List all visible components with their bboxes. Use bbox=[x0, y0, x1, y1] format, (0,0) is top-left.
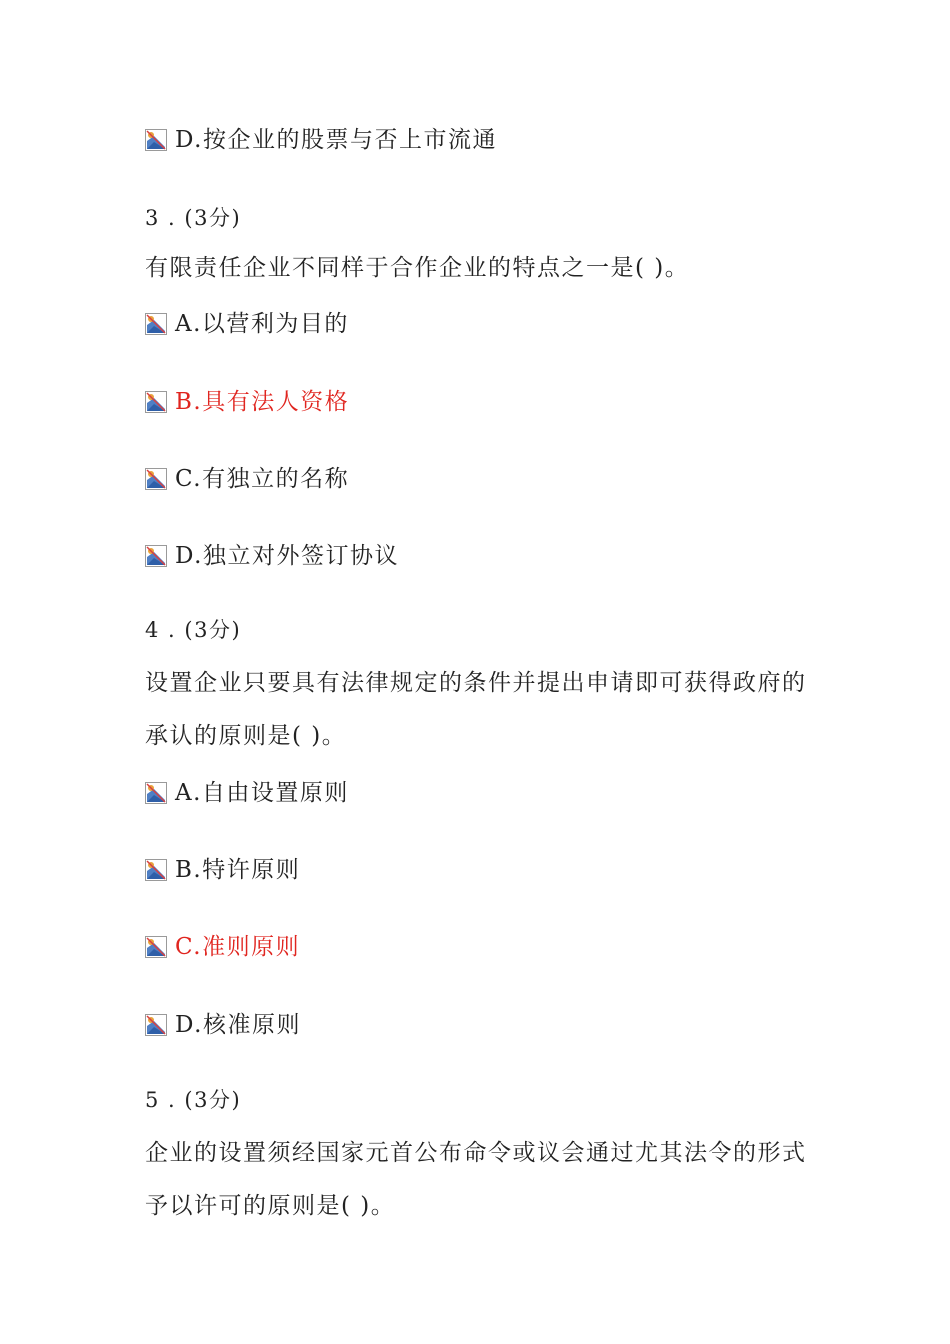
broken-image-icon bbox=[145, 545, 167, 567]
broken-image-icon bbox=[145, 468, 167, 490]
question-4-option-c[interactable] bbox=[145, 932, 300, 962]
option-d-prev-question bbox=[145, 125, 497, 155]
question-4-stem-line-1: 设置企业只要具有法律规定的条件并提出申请即可获得政府的 bbox=[145, 670, 807, 696]
option-label: D. bbox=[175, 1012, 203, 1038]
question-5-stem-line-2: 予以许可的原则是( )。 bbox=[145, 1193, 396, 1219]
option-text: 具有法人资格 bbox=[202, 389, 350, 415]
option-label: D. bbox=[175, 543, 203, 569]
question-5-header: 5 . (3分) bbox=[145, 1088, 242, 1112]
option-text: 特许原则 bbox=[202, 857, 301, 883]
option-text: 自由设置原则 bbox=[201, 780, 349, 806]
question-4-stem-line-2: 承认的原则是( )。 bbox=[145, 723, 347, 749]
question-4-option-d[interactable] bbox=[145, 1010, 301, 1040]
broken-image-icon bbox=[145, 391, 167, 413]
question-3-option-b[interactable] bbox=[145, 387, 349, 417]
question-3-option-c[interactable] bbox=[145, 464, 349, 494]
option-label: B. bbox=[175, 389, 203, 415]
option-text: 准则原则 bbox=[202, 934, 301, 960]
option-label: B. bbox=[175, 857, 203, 883]
question-3-header: 3 . (3分) bbox=[145, 206, 242, 230]
question-3-stem: 有限责任企业不同样于合作企业的特点之一是( )。 bbox=[145, 255, 690, 281]
question-3-option-a[interactable] bbox=[145, 309, 349, 339]
broken-image-icon bbox=[145, 1014, 167, 1036]
option-label: C. bbox=[175, 934, 203, 960]
question-4-option-a[interactable] bbox=[145, 778, 349, 808]
question-3-option-d[interactable] bbox=[145, 541, 399, 571]
option-label: A. bbox=[175, 780, 202, 806]
option-text: 独立对外签订协议 bbox=[202, 543, 399, 569]
question-4-option-b[interactable] bbox=[145, 855, 300, 885]
question-5-stem-line-1: 企业的设置须经国家元首公布命令或议会通过尤其法令的形式 bbox=[145, 1140, 807, 1166]
option-label: C. bbox=[175, 466, 203, 492]
option-label: A. bbox=[175, 311, 202, 337]
broken-image-icon bbox=[145, 129, 167, 151]
broken-image-icon bbox=[145, 936, 167, 958]
question-4-header: 4 . (3分) bbox=[145, 618, 242, 642]
option-text: 按企业的股票与否上市流通 bbox=[202, 127, 497, 153]
option-text: 有独立的名称 bbox=[202, 466, 350, 492]
option-label: D. bbox=[175, 127, 203, 153]
broken-image-icon bbox=[145, 859, 167, 881]
broken-image-icon bbox=[145, 782, 167, 804]
option-text: 核准原则 bbox=[202, 1012, 301, 1038]
option-text: 以营利为目的 bbox=[201, 311, 349, 337]
broken-image-icon bbox=[145, 313, 167, 335]
